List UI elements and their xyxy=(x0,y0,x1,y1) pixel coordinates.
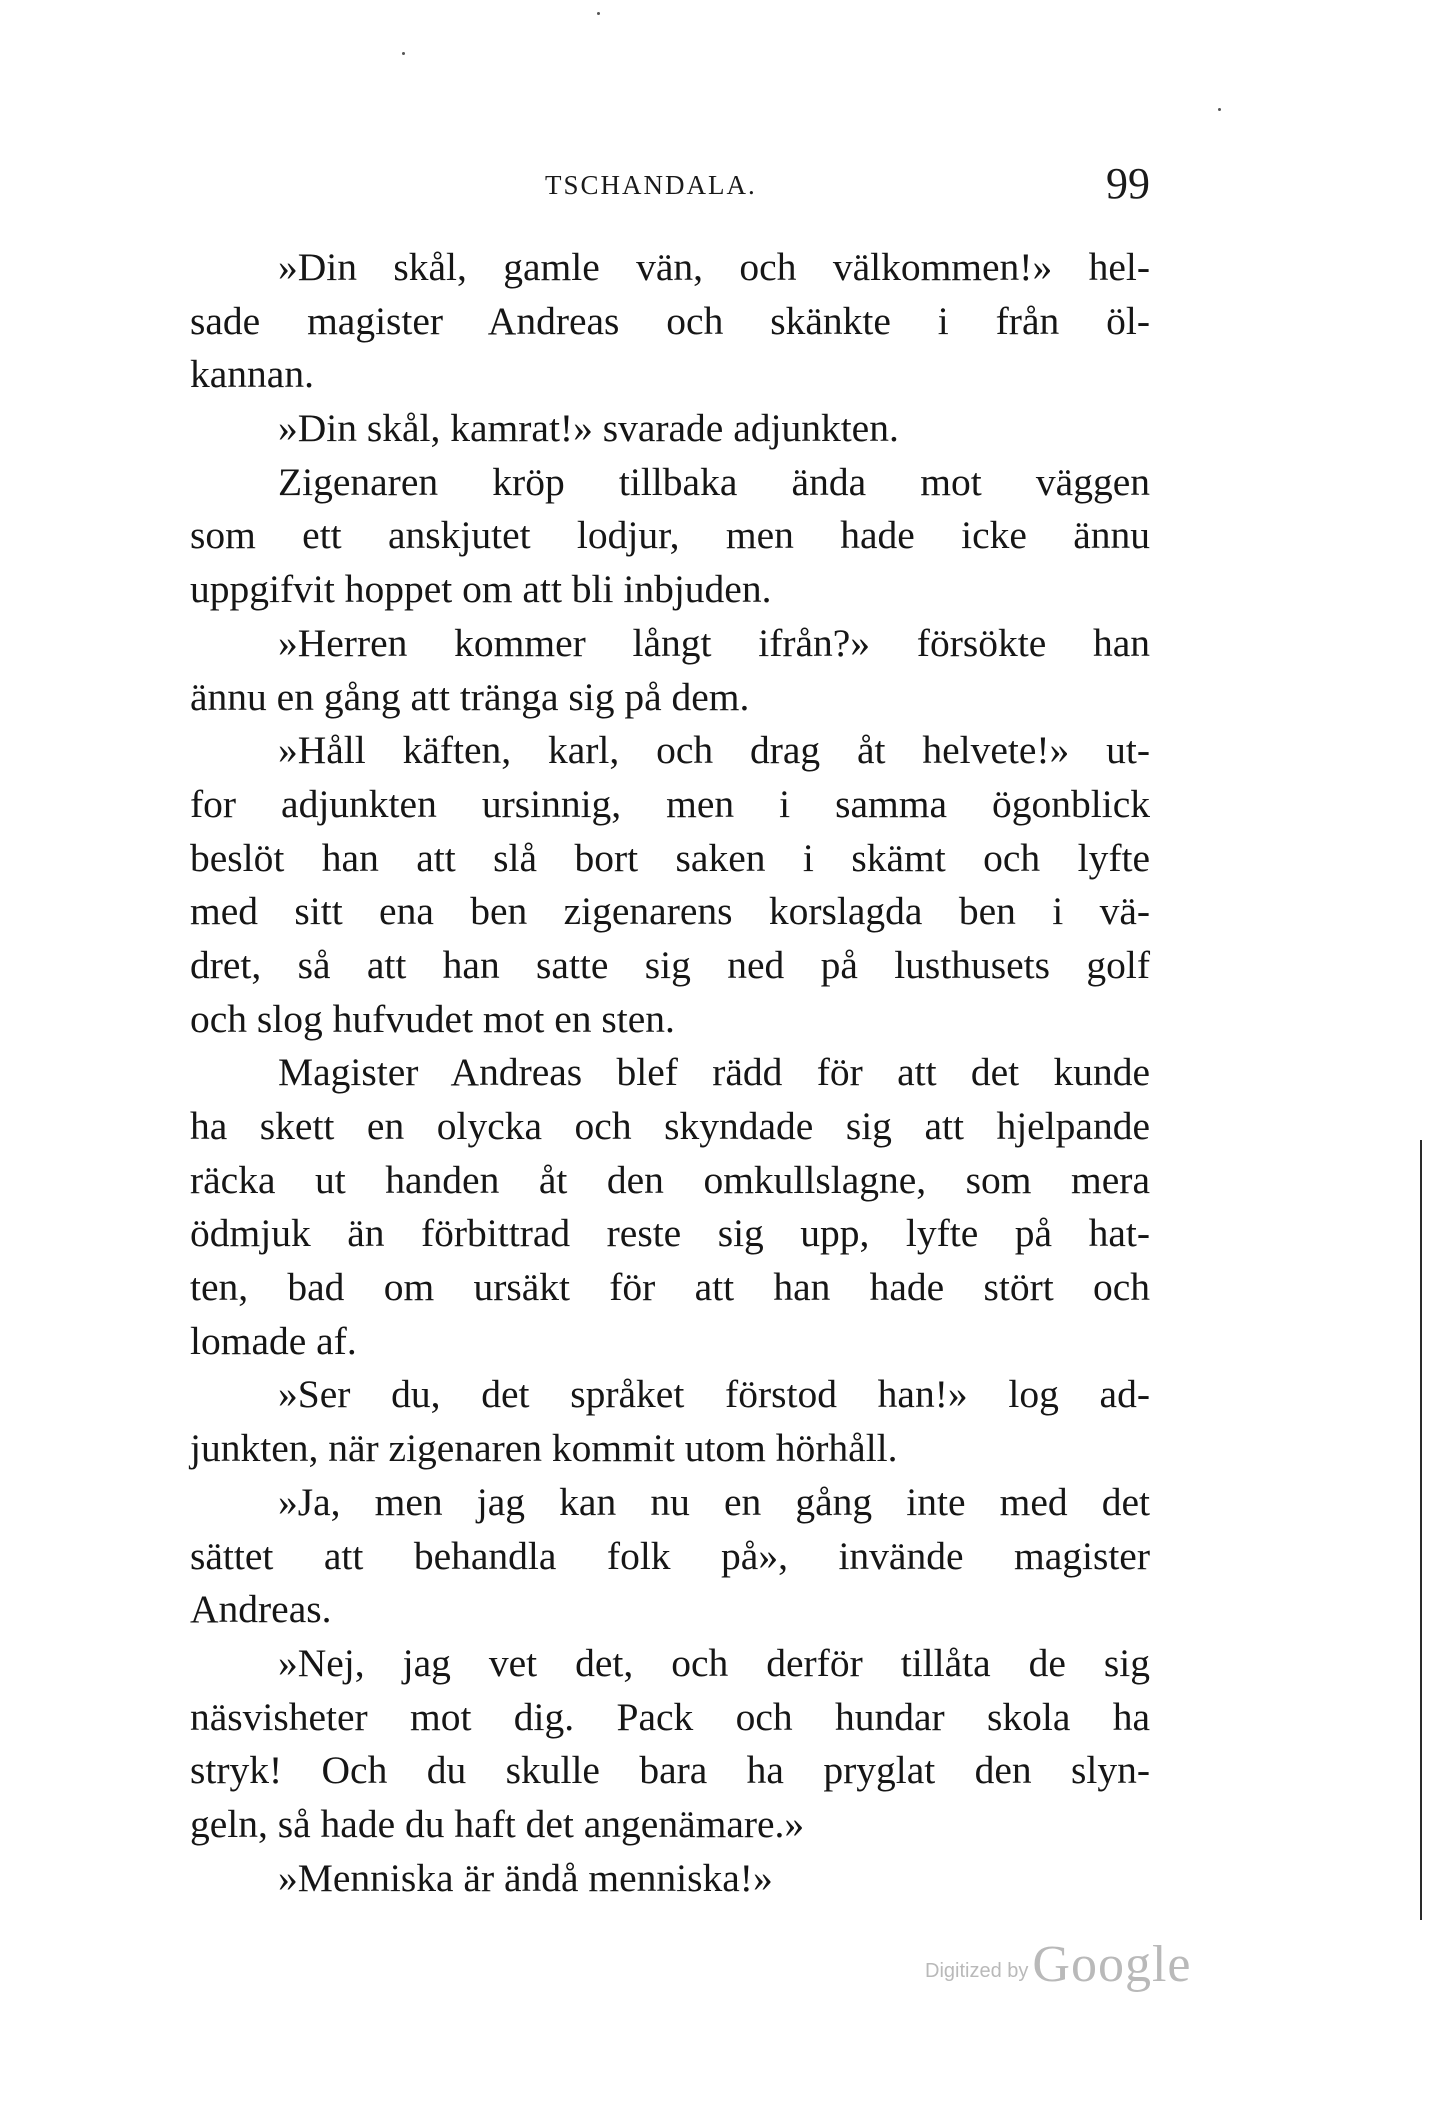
text-line: ödmjuk än förbittrad reste sig upp, lyfte på hat- xyxy=(190,1211,1150,1256)
text-line: geln, så hade du haft det angenämare.» xyxy=(190,1801,805,1846)
text-line: näsvisheter mot dig. Pack och hundar skola ha xyxy=(190,1694,1150,1739)
scan-speck xyxy=(597,12,600,15)
watermark-prefix: Digitized by xyxy=(925,1960,1029,1982)
google-logo: Google xyxy=(1032,1936,1192,1993)
digitized-watermark xyxy=(925,1935,1191,1994)
scan-speck xyxy=(402,52,405,55)
text-line: ha skett en olycka och skyndade sig att hjelpande xyxy=(190,1104,1150,1148)
text-line: »Din skål, kamrat!» svarade adjunkten. xyxy=(278,406,899,451)
text-line: lomade af. xyxy=(190,1318,357,1363)
scan-edge-rule xyxy=(1420,1140,1422,1920)
text-line: ten, bad om ursäkt för att han hade stört och xyxy=(190,1265,1150,1310)
text-line: sättet att behandla folk på», invände magister xyxy=(190,1533,1150,1578)
page-header xyxy=(190,158,1150,208)
text-line: ännu en gång att tränga sig på dem. xyxy=(190,674,750,719)
text-line: Zigenaren kröp tillbaka ända mot väggen xyxy=(278,459,1150,504)
scan-speck xyxy=(1218,108,1221,111)
text-line: med sitt ena ben zigenarens korslagda ben i vä- xyxy=(190,889,1150,934)
text-line: »Ja, men jag kan nu en gång inte med det xyxy=(278,1479,1150,1524)
text-line: beslöt han att slå bort saken i skämt och lyfte xyxy=(190,835,1150,880)
text-line: »Nej, jag vet det, och derför tillåta de sig xyxy=(278,1640,1150,1685)
text-line: och slog hufvudet mot en sten. xyxy=(190,996,675,1041)
text-line: dret, så att han satte sig ned på lusthusets golf xyxy=(190,942,1150,987)
text-line: räcka ut handen åt den omkullslagne, som mera xyxy=(190,1157,1150,1202)
text-line: »Håll käften, karl, och drag åt helvete!» ut- xyxy=(278,728,1150,773)
text-line: uppgifvit hoppet om att bli inbjuden. xyxy=(190,567,772,612)
text-line: som ett anskjutet lodjur, men hade icke ännu xyxy=(190,513,1150,558)
text-line: »Herren kommer långt ifrån?» försökte han xyxy=(278,620,1150,665)
text-line: »Menniska är ändå menniska!» xyxy=(278,1855,773,1900)
body-text xyxy=(190,241,1150,1905)
text-line: sade magister Andreas och skänkte i från öl- xyxy=(190,298,1150,343)
text-line: Magister Andreas blef rädd för att det kunde xyxy=(278,1050,1150,1095)
page-number: 99 xyxy=(1106,159,1150,208)
text-line: »Din skål, gamle vän, och välkommen!» hel- xyxy=(278,245,1150,289)
text-line: »Ser du, det språket förstod han!» log ad- xyxy=(278,1372,1150,1417)
text-line: stryk! Och du skulle bara ha pryglat den slyn- xyxy=(190,1748,1150,1793)
text-line: for adjunkten ursinnig, men i samma ögonblick xyxy=(190,781,1150,826)
text-line: junkten, när zigenaren kommit utom hörhåll. xyxy=(190,1426,898,1471)
text-line: kannan. xyxy=(190,352,314,397)
running-head: TSCHANDALA. xyxy=(545,170,757,200)
text-line: Andreas. xyxy=(190,1587,332,1632)
